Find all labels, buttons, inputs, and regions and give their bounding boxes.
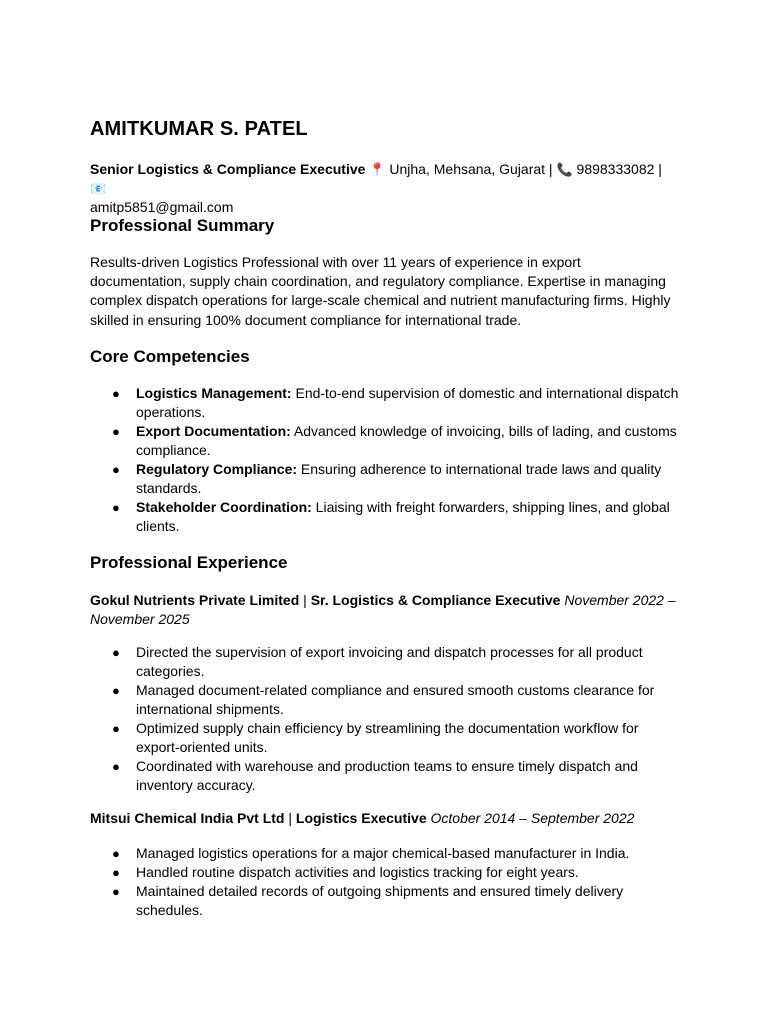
summary-heading: Professional Summary bbox=[90, 216, 275, 235]
bullet-text: Managed logistics operations for a major chemical-based manufacturer in India. bbox=[136, 845, 630, 861]
job-header bbox=[90, 591, 680, 629]
job-role: Sr. Logistics & Compliance Executive bbox=[310, 592, 561, 608]
bullet-text: Directed the supervision of export invoicing and dispatch processes for all product categories. bbox=[136, 644, 643, 679]
bullet-icon: ● bbox=[112, 884, 120, 899]
list-item bbox=[90, 844, 680, 863]
competency-text: End-to-end supervision of domestic and international dispatch operations. bbox=[136, 385, 679, 420]
bullet-icon: ● bbox=[112, 865, 120, 880]
experience-heading: Professional Experience bbox=[90, 553, 288, 572]
bullet-icon: ● bbox=[112, 846, 120, 861]
competencies-heading: Core Competencies bbox=[90, 347, 250, 366]
bullet-icon: ● bbox=[112, 386, 120, 401]
bullet-text: Coordinated with warehouse and production teams to ensure timely dispatch and inventory accuracy. bbox=[136, 758, 638, 793]
candidate-name: AMITKUMAR S. PATEL bbox=[90, 118, 308, 140]
job-title: Senior Logistics & Compliance Executive bbox=[90, 161, 366, 177]
list-item bbox=[90, 882, 680, 920]
summary-text: Results-driven Logistics Professional with over 11 years of experience in export documentation, supply chain coordination, and regulatory compliance. Expertise in managing complex dispatch operations for large-scale chemical and nutrient manufacturing firms. Highly skilled in ensuring 100% document compliance for international trade. bbox=[90, 254, 671, 328]
list-item bbox=[90, 681, 680, 719]
bullet-text: Managed document-related compliance and ensured smooth customs clearance for international shipments. bbox=[136, 682, 655, 717]
contact-line bbox=[90, 160, 680, 217]
company-name: Gokul Nutrients Private Limited bbox=[90, 592, 300, 608]
bullet-icon: ● bbox=[112, 721, 120, 736]
competency-label: Regulatory Compliance: bbox=[136, 461, 298, 477]
list-item bbox=[90, 498, 680, 536]
list-item bbox=[90, 719, 680, 757]
bullet-icon: ● bbox=[112, 759, 120, 774]
bullet-icon: ● bbox=[112, 683, 120, 698]
bullet-text: Optimized supply chain efficiency by streamlining the documentation workflow for export-oriented units. bbox=[136, 720, 639, 755]
competency-text: Liaising with freight forwarders, shipping lines, and global clients. bbox=[136, 499, 670, 534]
bullet-text: Handled routine dispatch activities and logistics tracking for eight years. bbox=[136, 864, 579, 880]
company-name: Mitsui Chemical India Pvt Ltd bbox=[90, 810, 285, 826]
competency-text: Advanced knowledge of invoicing, bills of lading, and customs compliance. bbox=[136, 423, 677, 458]
competency-text: Ensuring adherence to international trade laws and quality standards. bbox=[136, 461, 662, 496]
job-header bbox=[90, 809, 680, 828]
list-item bbox=[90, 757, 680, 795]
email-icon: 📧 bbox=[90, 181, 107, 196]
job-separator: | bbox=[299, 592, 311, 608]
job-role: Logistics Executive bbox=[295, 810, 427, 826]
email-link[interactable]: amitp5851@gmail.com bbox=[90, 199, 234, 215]
bullet-icon: ● bbox=[112, 500, 120, 515]
location-text: Unjha, Mehsana, Gujarat | bbox=[389, 161, 553, 177]
job-bullets bbox=[90, 844, 680, 920]
bullet-icon: ● bbox=[112, 645, 120, 660]
job-bullets bbox=[90, 643, 680, 795]
job-dates: November 2022 – November 2025 bbox=[90, 592, 676, 627]
list-item bbox=[90, 384, 680, 422]
job-dates: October 2014 – September 2022 bbox=[426, 810, 635, 826]
list-item bbox=[90, 460, 680, 498]
competency-label: Stakeholder Coordination: bbox=[136, 499, 312, 515]
list-item bbox=[90, 422, 680, 460]
list-item bbox=[90, 643, 680, 681]
job-separator: | bbox=[284, 810, 296, 826]
list-item bbox=[90, 863, 680, 882]
bullet-text: Maintained detailed records of outgoing shipments and ensured timely delivery schedules. bbox=[136, 883, 624, 918]
phone-text: 9898333082 | bbox=[576, 161, 662, 177]
competencies-list bbox=[90, 384, 680, 536]
bullet-icon: ● bbox=[112, 424, 120, 439]
competency-label: Export Documentation: bbox=[136, 423, 291, 439]
competency-label: Logistics Management: bbox=[136, 385, 292, 401]
pin-icon: 📍 bbox=[369, 162, 386, 177]
phone-icon: 📞 bbox=[556, 162, 573, 177]
bullet-icon: ● bbox=[112, 462, 120, 477]
